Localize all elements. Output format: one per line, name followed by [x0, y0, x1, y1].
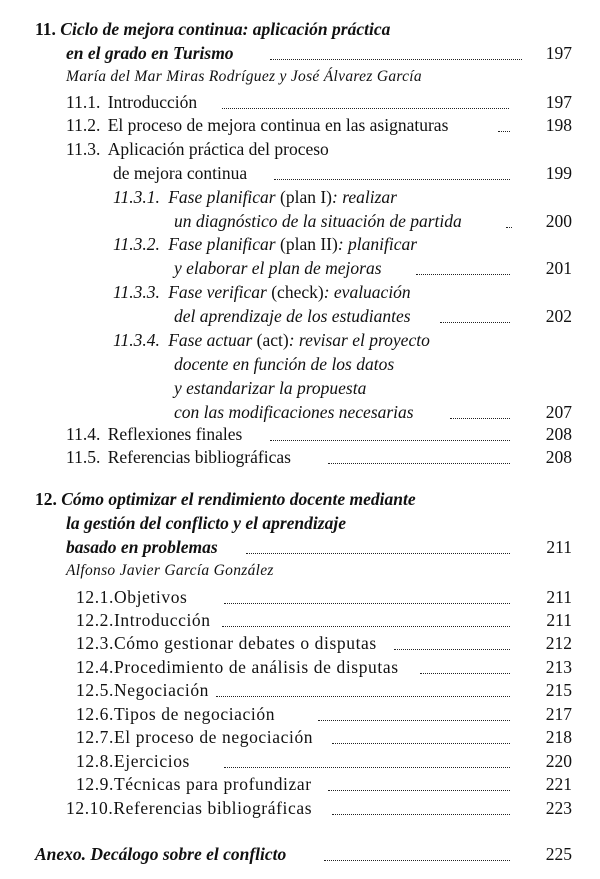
subentry-page: 202	[545, 306, 572, 326]
entry-page: 198	[545, 115, 572, 135]
toc-entry-12-2: 12.2.Introducción	[76, 610, 211, 630]
chapter-12-number: 12.	[35, 489, 57, 509]
toc-entry-11-2	[66, 114, 448, 136]
entry-page: 220	[545, 751, 572, 771]
subentry-phase: Fase planificar	[168, 234, 276, 254]
leader-dots	[324, 860, 510, 861]
leader-dots	[222, 108, 509, 109]
subentry-number: 11.3.4.	[113, 330, 160, 350]
leader-dots	[270, 59, 522, 60]
subentry-phase: Fase verificar	[168, 282, 267, 302]
entry-page: 212	[545, 633, 572, 653]
toc-entry-12-3: 12.3.Cómo gestionar debates o disputas	[76, 633, 377, 653]
subentry-tag: (plan I)	[280, 187, 332, 207]
subentry-text: : evaluación	[323, 282, 411, 302]
leader-dots	[332, 814, 510, 815]
toc-subentry-11-3-2-line2: y elaborar el plan de mejoras	[174, 258, 382, 278]
chapter-12-title-line1: Cómo optimizar el rendimiento docente mediante	[61, 489, 416, 509]
entry-number: 11.3.	[66, 139, 101, 159]
entry-text: Aplicación práctica del proceso	[107, 139, 329, 159]
toc-subentry-11-3-3-line2: del aprendizaje de los estudiantes	[174, 306, 411, 326]
subentry-text: : realizar	[332, 187, 397, 207]
entry-page: 208	[545, 424, 572, 444]
leader-dots	[224, 603, 510, 604]
subentry-tag: (check)	[271, 282, 324, 302]
leader-dots	[224, 767, 510, 768]
toc-subentry-11-3-4-line4: con las modificaciones necesarias	[174, 402, 414, 422]
chapter-11-title	[35, 18, 390, 40]
entry-text: Referencias bibliográficas	[107, 447, 291, 467]
subentry-tag: (act)	[256, 330, 289, 350]
subentry-number: 11.3.2.	[113, 234, 160, 254]
leader-dots	[420, 673, 510, 674]
leader-dots	[318, 720, 510, 721]
leader-dots	[394, 649, 510, 650]
entry-page: 199	[545, 163, 572, 183]
entry-number: 11.4.	[66, 424, 101, 444]
entry-number: 11.2.	[66, 115, 101, 135]
leader-dots	[246, 553, 510, 554]
entry-text: Reflexiones finales	[107, 424, 243, 444]
entry-page: 217	[545, 704, 572, 724]
subentry-page: 200	[545, 211, 572, 231]
entry-page: 218	[545, 727, 572, 747]
toc-entry-12-10: 12.10.Referencias bibliográficas	[66, 798, 313, 818]
leader-dots	[222, 626, 510, 627]
leader-dots	[270, 440, 510, 441]
chapter-12-title	[35, 488, 416, 510]
toc-subentry-11-3-2	[113, 233, 417, 255]
toc-entry-12-6: 12.6.Tipos de negociación	[76, 704, 276, 724]
entry-page: 208	[545, 447, 572, 467]
entry-page: 197	[545, 92, 572, 112]
subentry-text: : revisar el proyecto	[288, 330, 430, 350]
subentry-tag: (plan II)	[280, 234, 338, 254]
subentry-page: 207	[545, 402, 572, 422]
leader-dots	[216, 696, 510, 697]
toc-entry-11-5	[66, 446, 291, 468]
leader-dots	[328, 790, 510, 791]
subentry-page: 201	[545, 258, 572, 278]
chapter-11-title-line2: en el grado en Turismo	[66, 43, 234, 63]
entry-page: 211	[546, 610, 572, 630]
toc-subentry-11-3-1-line2: un diagnóstico de la situación de partida	[174, 211, 462, 231]
entry-page: 211	[546, 587, 572, 607]
toc-subentry-11-3-1	[113, 186, 397, 208]
leader-dots	[328, 463, 510, 464]
chapter-12-title-line2: la gestión del conflicto y el aprendizaje	[66, 513, 346, 533]
toc-entry-12-5: 12.5.Negociación	[76, 680, 210, 700]
chapter-11-page: 197	[545, 43, 572, 63]
toc-entry-11-3-line2: de mejora continua	[113, 163, 248, 183]
leader-dots	[498, 131, 510, 132]
chapter-12-page: 211	[546, 537, 572, 557]
entry-page: 223	[545, 798, 572, 818]
toc-subentry-11-3-4-line2: docente en función de los datos	[174, 354, 395, 374]
toc-entry-11-4	[66, 423, 242, 445]
annex-page: 225	[545, 844, 572, 864]
entry-page: 221	[545, 774, 572, 794]
toc-subentry-11-3-4-line3: y estandarizar la propuesta	[174, 378, 367, 398]
entry-page: 213	[545, 657, 572, 677]
leader-dots	[450, 418, 510, 419]
chapter-12-authors: Alfonso Javier García González	[66, 562, 274, 579]
toc-entry-12-7: 12.7.El proceso de negociación	[76, 727, 314, 747]
leader-dots	[274, 179, 510, 180]
subentry-number: 11.3.3.	[113, 282, 160, 302]
subentry-phase: Fase planificar	[168, 187, 276, 207]
subentry-phase: Fase actuar	[168, 330, 253, 350]
toc-subentry-11-3-3	[113, 281, 411, 303]
entry-text: El proceso de mejora continua en las asignaturas	[107, 115, 449, 135]
toc-entry-12-1: 12.1.Objetivos	[76, 587, 188, 607]
leader-dots	[332, 743, 510, 744]
toc-entry-12-4: 12.4.Procedimiento de análisis de disputas	[76, 657, 399, 677]
toc-entry-12-9: 12.9.Técnicas para profundizar	[76, 774, 312, 794]
toc-entry-12-8: 12.8.Ejercicios	[76, 751, 190, 771]
entry-text: Introducción	[107, 92, 198, 112]
entry-number: 11.5.	[66, 447, 101, 467]
entry-page: 215	[545, 680, 572, 700]
chapter-11-number: 11.	[35, 19, 56, 39]
toc-entry-11-3	[66, 138, 329, 160]
chapter-11-title-line1: Ciclo de mejora continua: aplicación práctica	[60, 19, 391, 39]
entry-number: 11.1.	[66, 92, 101, 112]
leader-dots	[440, 322, 510, 323]
subentry-number: 11.3.1.	[113, 187, 160, 207]
subentry-text: : planificar	[337, 234, 418, 254]
chapter-12-title-line3: basado en problemas	[66, 537, 218, 557]
annex-title: Anexo. Decálogo sobre el conflicto	[35, 844, 287, 864]
toc-entry-11-1	[66, 91, 197, 113]
leader-dots	[416, 274, 510, 275]
chapter-11-authors: María del Mar Miras Rodríguez y José Álvarez García	[66, 68, 422, 85]
toc-subentry-11-3-4	[113, 329, 430, 351]
